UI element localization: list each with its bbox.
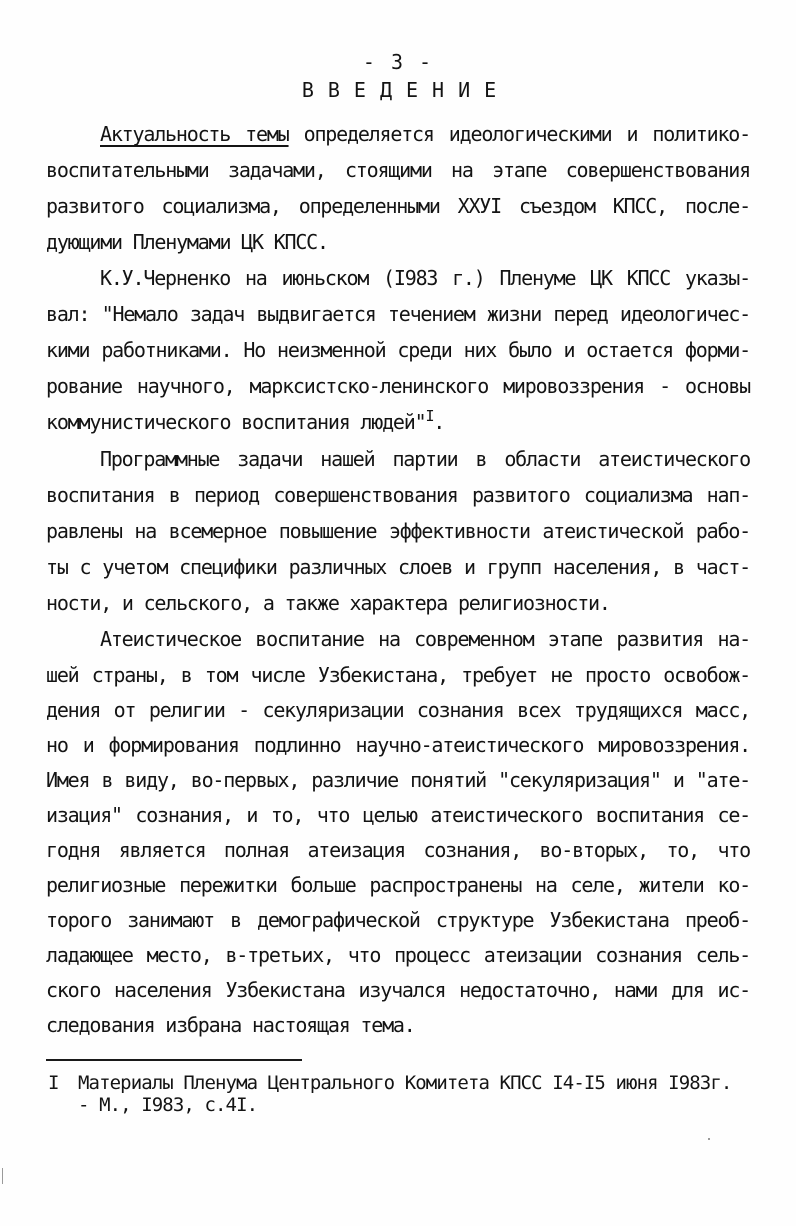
section-heading: ВВЕДЕНИЕ — [301, 78, 511, 102]
footnote-line-1: Материалы Пленума Центрального Комитета КПСС I4-I5 июня I983г. — [78, 1072, 732, 1094]
footnote-mark: I — [48, 1072, 60, 1094]
footnote-separator — [46, 1059, 302, 1061]
page-number: - 3 - — [362, 50, 434, 74]
paragraph-4-line-3: дения от религии - секуляризации сознания всех трудящихся масс, — [46, 698, 750, 722]
paragraph-4-line-11: ского населения Узбекистана изучался недостаточно, нами для ис- — [46, 978, 750, 1002]
paragraph-4-line-5: Имея в виду, во-первых, различие понятий "секуляризация" и "ате- — [46, 768, 750, 792]
paragraph-1-line-2: воспитательными задачами, стоящими на этапе совершенствования — [46, 158, 750, 182]
paragraph-4-line-2: шей страны, в том числе Узбекистана, требует не просто освобож- — [46, 663, 750, 687]
paragraph-3-line-4: ты с учетом специфики различных слоев и групп населения, в част- — [46, 555, 750, 579]
paragraph-3-line-5: ности, и сельского, а также характера религиозности. — [46, 591, 610, 615]
paragraph-4-line-6: изация" сознания, и то, что целью атеистического воспитания се- — [46, 803, 750, 827]
paragraph-2-line-5 — [46, 407, 750, 436]
paragraph-2-line-4: рование научного, марксистско-ленинского мировоззрения - основы — [46, 374, 750, 398]
underlined-term: Актуальность темы — [100, 122, 289, 146]
paragraph-2-line-3: кими работниками. Но неизменной среди них было и остается форми- — [46, 338, 750, 362]
paragraph-4-line-1: Атеистическое воспитание на современном этапе развития на- — [100, 627, 750, 651]
footnote-line-2: - М., I983, с.4I. — [78, 1094, 258, 1116]
paragraph-3-line-1: Программные задачи нашей партии в области атеистического — [100, 447, 750, 471]
paragraph-2-line-2: вал: "Немало задач выдвигается течением жизни перед идеологичес- — [46, 302, 750, 326]
paragraph-4-line-10: ладающее место, в-третьих, что процесс атеизации сознания сель- — [46, 943, 750, 967]
paragraph-4-line-9: торого занимают в демографической структуре Узбекистана преоб- — [46, 908, 750, 932]
paragraph-3-line-2: воспитания в период совершенствования развитого социализма нап- — [46, 483, 750, 507]
paragraph-2-line-5-end: . — [433, 410, 445, 434]
paragraph-4-line-12: следования избрана настоящая тема. — [46, 1013, 415, 1037]
paragraph-4-line-4: но и формирования подлинно научно-атеистического мировоззрения. — [46, 733, 750, 757]
paragraph-1-line-1 — [100, 122, 750, 148]
paragraph-1-line-3: развитого социализма, определенными ХХУI съездом КПСС, после- — [46, 194, 750, 218]
paragraph-4-line-7: годня является полная атеизация сознания, во-вторых, то, что — [46, 838, 750, 862]
scan-edge-mark — [2, 1168, 3, 1184]
paragraph-2-line-1: К.У.Черненко на июньском (I983 г.) Пленуме ЦК КПСС указы- — [100, 266, 750, 290]
footnote-reference: I — [425, 407, 434, 425]
scan-speck — [708, 1138, 710, 1140]
paragraph-3-line-3: равлены на всемерное повышение эффективности атеистической рабо- — [46, 519, 750, 543]
paragraph-4-line-8: религиозные пережитки больше распространены на селе, жители ко- — [46, 873, 750, 897]
paragraph-2-line-5-text: коммунистического воспитания людей" — [46, 410, 426, 434]
paragraph-1-line-4: дующими Пленумами ЦК КПСС. — [46, 230, 328, 254]
paragraph-1-line-1-text: определяется идеологическими и политико- — [288, 122, 750, 146]
